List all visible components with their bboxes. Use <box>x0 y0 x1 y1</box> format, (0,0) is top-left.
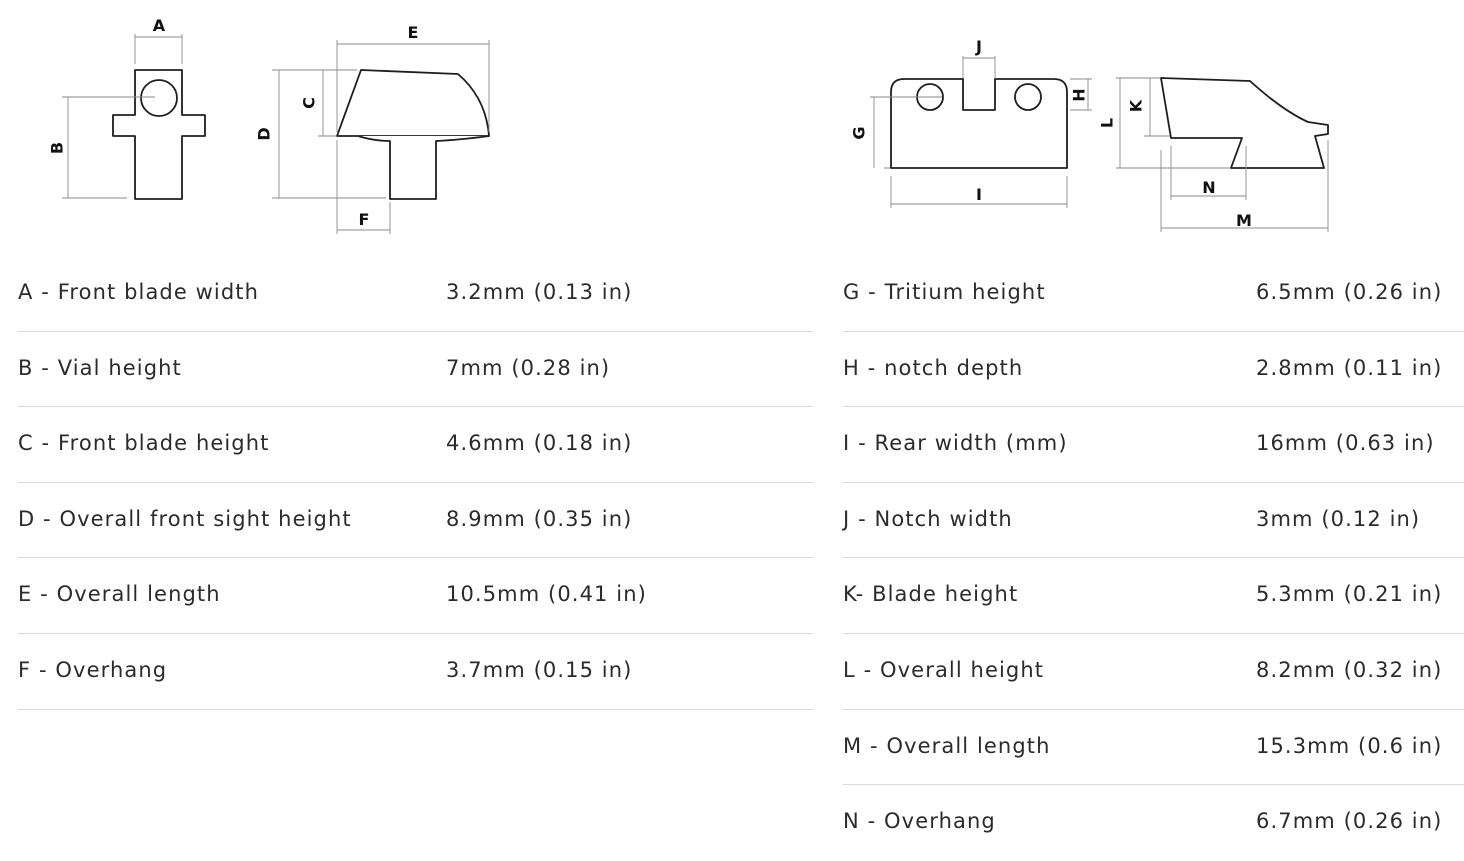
spec-row <box>843 483 1464 559</box>
spec-value: 16mm (0.63 in) <box>1256 431 1435 456</box>
spec-row <box>18 332 813 408</box>
dim-label-j: J <box>976 37 982 56</box>
rear-sight-diagram <box>830 0 1350 245</box>
tritium-vial-right <box>1015 84 1041 110</box>
rear-sight-spec-table <box>843 256 1464 861</box>
spec-label: H - notch depth <box>843 355 1024 380</box>
spec-row <box>18 558 813 634</box>
spec-row <box>843 634 1464 710</box>
spec-row <box>843 407 1464 483</box>
front-sight-spec-table <box>18 256 813 710</box>
spec-label: I - Rear width (mm) <box>843 431 1068 456</box>
dim-label-n: N <box>1202 178 1216 197</box>
spec-label: D - Overall front sight height <box>18 506 352 531</box>
spec-value: 6.5mm (0.26 in) <box>1256 280 1443 304</box>
spec-row <box>18 256 813 332</box>
rear-sight-side-view <box>1161 78 1328 168</box>
spec-row <box>843 558 1464 634</box>
spec-value: 3.7mm (0.15 in) <box>446 657 633 682</box>
spec-label: K- Blade height <box>843 582 1019 607</box>
dim-label-a: A <box>152 16 166 35</box>
dim-label-f: F <box>358 210 370 229</box>
dim-label-b: B <box>47 141 67 155</box>
spec-row <box>843 332 1464 408</box>
spec-value: 2.8mm (0.11 in) <box>1256 355 1443 380</box>
front-sight-base <box>358 136 489 199</box>
spec-row <box>843 710 1464 786</box>
spec-row <box>843 256 1464 332</box>
spec-value: 7mm (0.28 in) <box>446 355 611 380</box>
spec-value: 10.5mm (0.41 in) <box>446 582 647 607</box>
spec-row <box>18 407 813 483</box>
dim-label-e: E <box>407 23 419 42</box>
spec-label: E - Overall length <box>18 582 221 607</box>
dim-label-h: H <box>1069 88 1089 102</box>
dim-label-m: M <box>1236 211 1252 230</box>
dim-label-l: L <box>1097 117 1117 129</box>
spec-value: 3.2mm (0.13 in) <box>446 280 633 304</box>
spec-row <box>18 483 813 559</box>
spec-value: 4.6mm (0.18 in) <box>446 431 633 456</box>
spec-row <box>18 634 813 710</box>
dim-label-k: K <box>1126 99 1146 113</box>
spec-value: 15.3mm (0.6 in) <box>1256 733 1443 758</box>
front-sight-diagram <box>0 0 520 245</box>
spec-value: 8.2mm (0.32 in) <box>1256 657 1443 682</box>
spec-value: 6.7mm (0.26 in) <box>1256 809 1443 834</box>
spec-label: F - Overhang <box>18 657 168 682</box>
spec-label: L - Overall height <box>843 657 1045 682</box>
dim-label-i: I <box>976 185 982 204</box>
dim-label-d: D <box>254 127 274 141</box>
spec-label: G - Tritium height <box>843 280 1046 304</box>
spec-label: N - Overhang <box>843 809 996 834</box>
spec-label: B - Vial height <box>18 355 182 380</box>
dim-label-g: G <box>849 126 869 140</box>
tritium-vial-circle <box>141 80 177 116</box>
spec-value: 5.3mm (0.21 in) <box>1256 582 1443 607</box>
dim-label-c: C <box>299 97 319 109</box>
spec-value: 3mm (0.12 in) <box>1256 506 1421 531</box>
spec-label: A - Front blade width <box>18 280 260 304</box>
spec-label: C - Front blade height <box>18 431 270 456</box>
spec-label: J - Notch width <box>843 506 1013 531</box>
front-sight-side-view <box>337 70 489 136</box>
spec-label: M - Overall length <box>843 733 1051 758</box>
spec-value: 8.9mm (0.35 in) <box>446 506 633 531</box>
spec-row <box>843 785 1464 861</box>
